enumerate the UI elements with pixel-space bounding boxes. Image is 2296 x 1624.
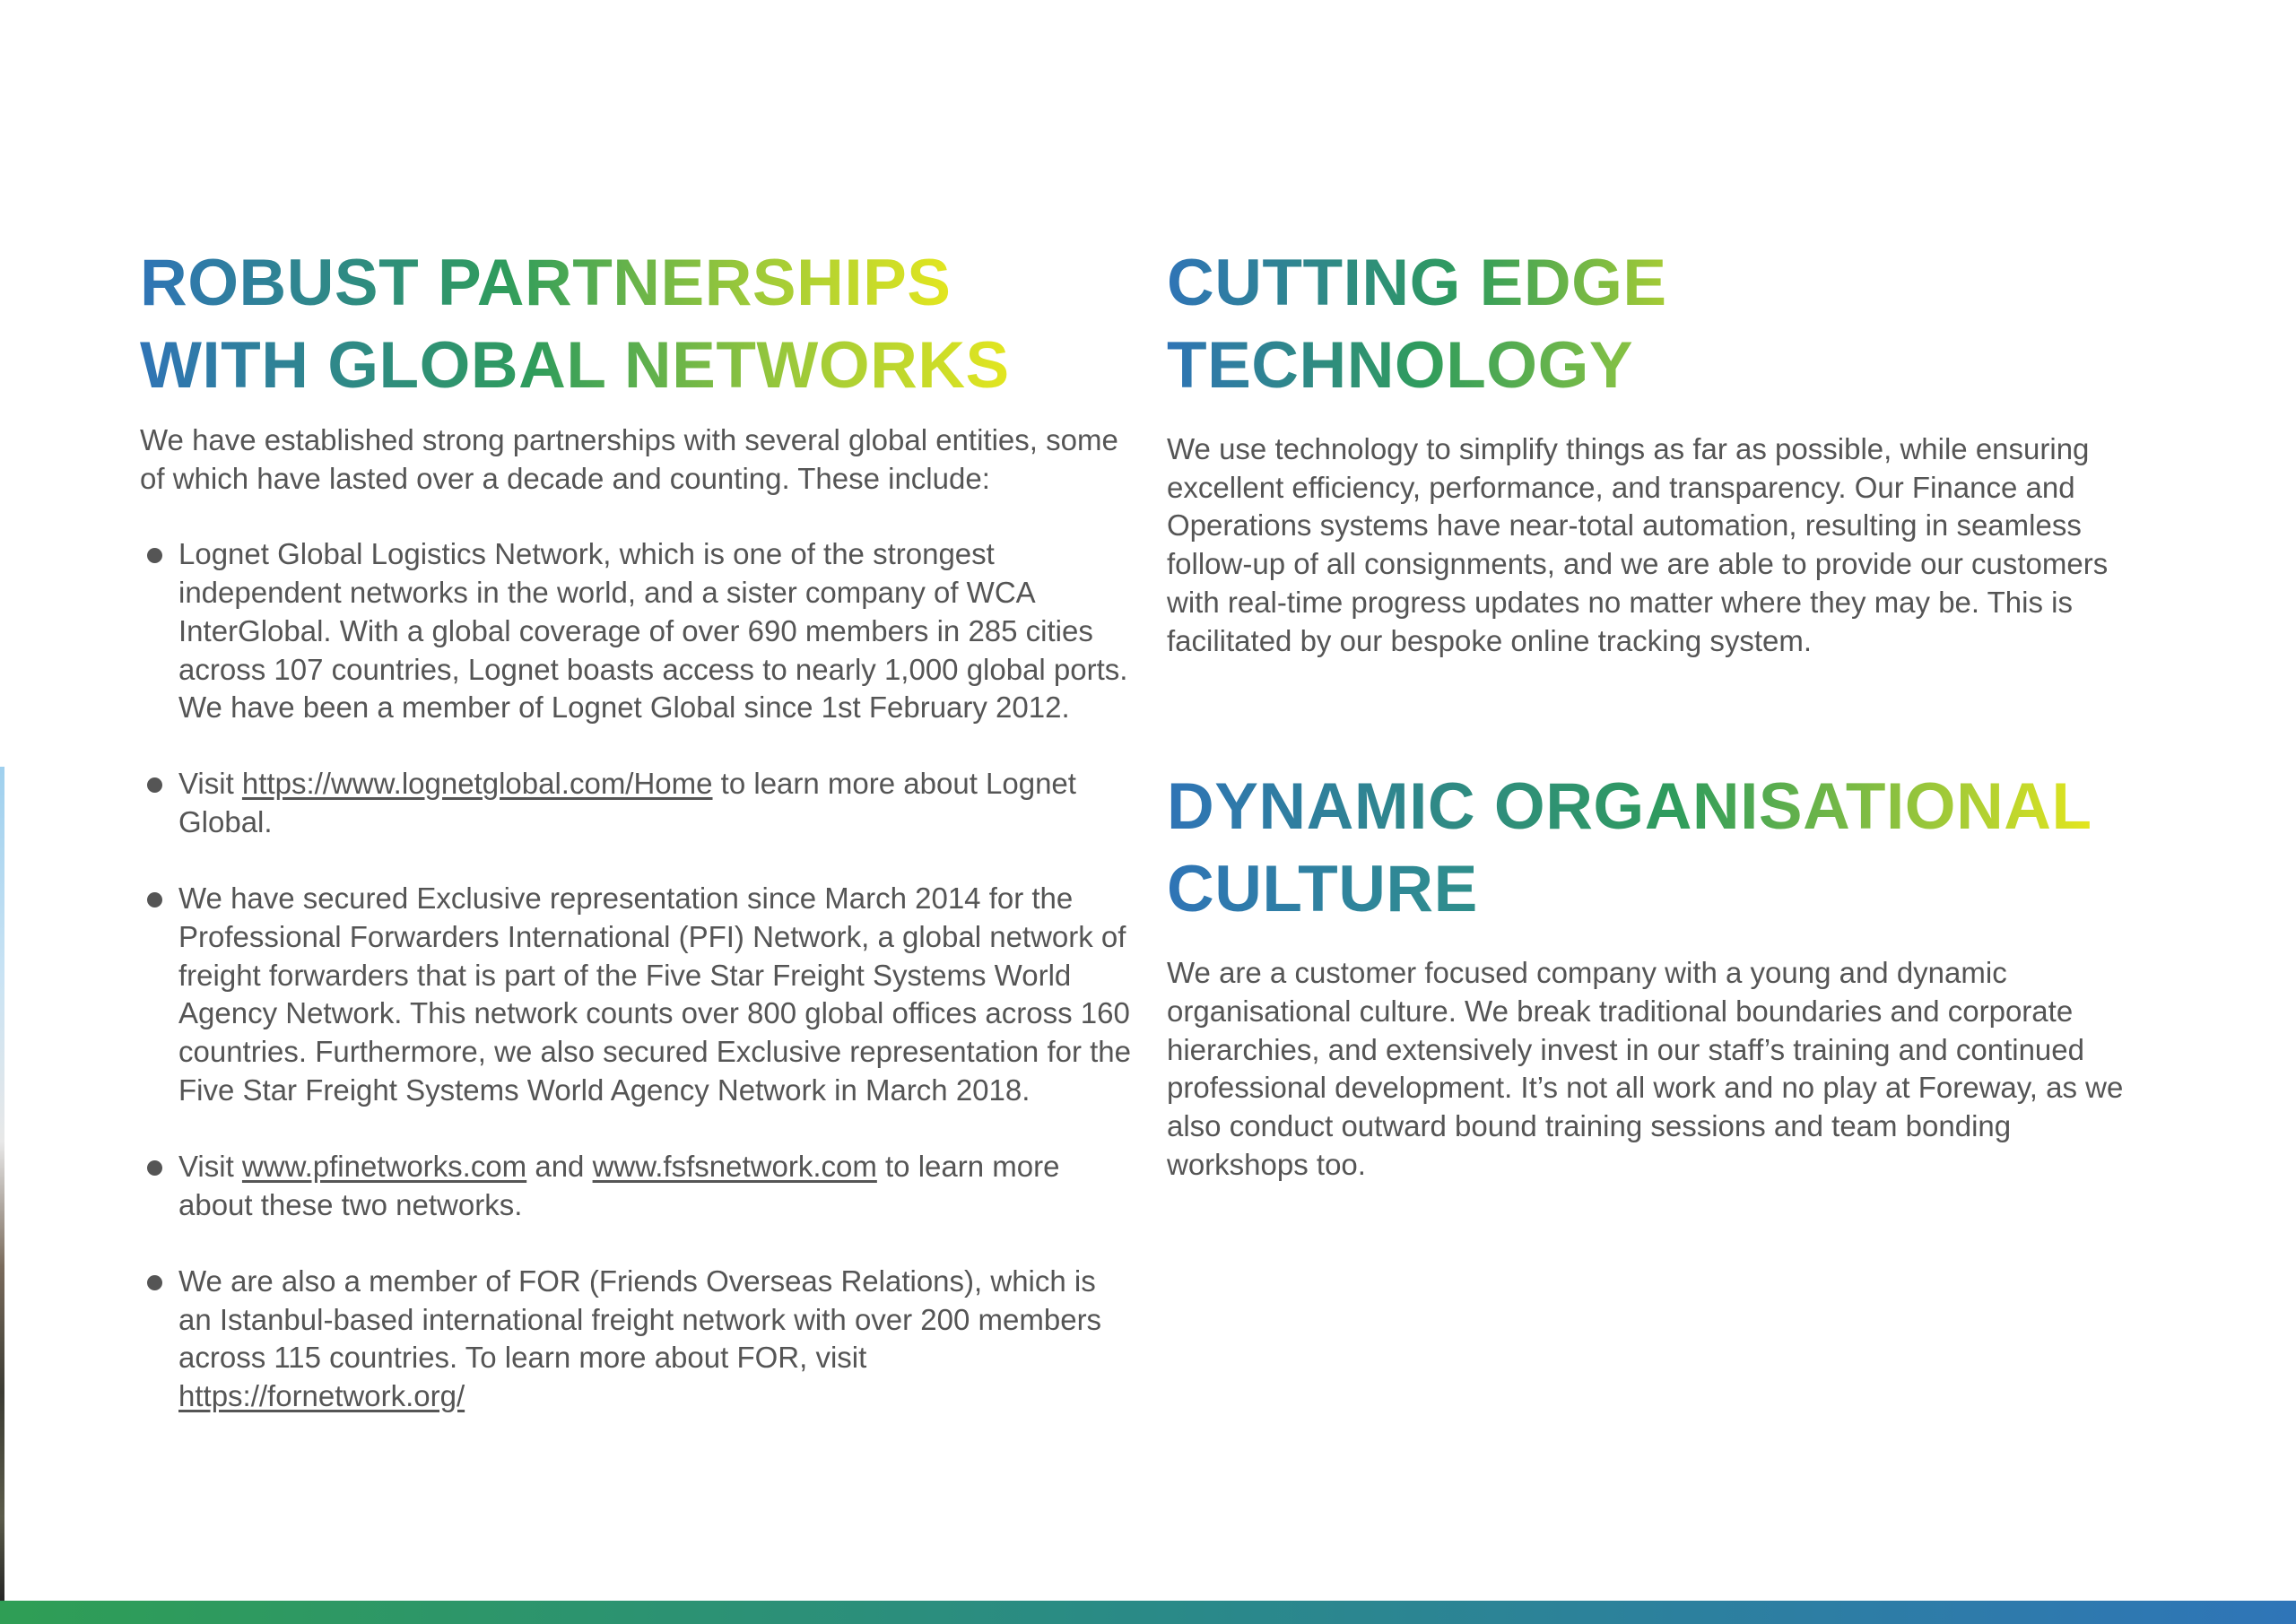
partnerships-heading-line2: WITH GLOBAL NETWORKS bbox=[140, 325, 1010, 407]
culture-body: We are a customer focused company with a young and dynamic organisational culture. We break traditional boundaries and corporate hierarchies, and extensively invest in our staff’s training and continued professional development. It’s not all work and no play at Foreway, as we also conduct outward bound training sessions and team bonding workshops too. bbox=[1167, 956, 2124, 1181]
fsfsnetwork-link[interactable]: www.fsfsnetwork.com bbox=[592, 1150, 877, 1184]
partnerships-heading-line1: ROBUST PARTNERSHIPS bbox=[140, 242, 952, 325]
partnerships-heading bbox=[140, 242, 1135, 407]
list-item-text: We are also a member of FOR (Friends Overseas Relations), which is an Istanbul-based international freight network with over 200 members across 115 countries. To learn more about FOR, visit bbox=[178, 1264, 1102, 1375]
right-column bbox=[1167, 242, 2153, 1184]
culture-heading bbox=[1167, 766, 2153, 931]
bullet-dot-icon bbox=[147, 1275, 162, 1290]
lognet-link[interactable]: https://www.lognetglobal.com/Home bbox=[241, 767, 713, 801]
bottom-gradient-bar bbox=[0, 1601, 2296, 1624]
list-item-text: We have secured Exclusive representation since March 2014 for the Professional Forwarders International (PFI) Network, a global network of freight forwarders that is part of the Five Star Freight Systems World Agency Network. This network counts over 800 global offices across 160 countries. Furthermore, we also secured Exclusive representation for the Five Star Freight Systems World Agency Network in March 2018. bbox=[178, 881, 1131, 1107]
list-item-lognet bbox=[140, 535, 1135, 727]
partnerships-intro: We have established strong partnerships with several global entities, some of which have lasted over a decade and counting. These include: bbox=[140, 423, 1118, 495]
technology-heading-line2: TECHNOLOGY bbox=[1167, 325, 1633, 407]
bullet-dot-icon bbox=[147, 777, 162, 793]
culture-section bbox=[1167, 766, 2153, 1184]
list-item-prefix: Visit bbox=[178, 767, 242, 801]
list-item-pfi-visit bbox=[140, 1148, 1135, 1224]
pfinetworks-link[interactable]: www.pfinetworks.com bbox=[241, 1150, 527, 1184]
list-item-pfi bbox=[140, 880, 1135, 1109]
partnerships-section bbox=[140, 242, 1135, 1454]
list-item-prefix: Visit bbox=[178, 1150, 242, 1184]
bullet-dot-icon bbox=[147, 548, 162, 563]
partnerships-list bbox=[140, 535, 1135, 1415]
technology-heading bbox=[1167, 242, 2153, 407]
culture-heading-line2: CULTURE bbox=[1167, 848, 1478, 931]
list-item-suffix: to learn more about Lognet Global. bbox=[178, 767, 1076, 839]
culture-heading-line1: DYNAMIC ORGANISATIONAL bbox=[1167, 766, 2092, 848]
list-item-for bbox=[140, 1263, 1135, 1416]
list-item-lognet-visit bbox=[140, 765, 1135, 841]
list-item-middle: and bbox=[526, 1150, 593, 1184]
list-item-text: Lognet Global Logistics Network, which is one of the strongest independent networks in the world, and a sister company of WCA InterGlobal. With a global coverage of over 690 members in 285 cities across 107 countries, Lognet boasts access to nearly 1,000 global ports. We have been a member of Lognet Global since 1st February 2012. bbox=[178, 537, 1128, 725]
technology-heading-line1: CUTTING EDGE bbox=[1167, 242, 1667, 325]
fornetwork-link[interactable]: https://fornetwork.org/ bbox=[178, 1379, 465, 1413]
left-edge-photo-strip bbox=[0, 767, 4, 1601]
bullet-dot-icon bbox=[147, 1160, 162, 1176]
technology-body: We use technology to simplify things as far as possible, while ensuring excellent efficiency, performance, and transparency. Our Finance and Operations systems have near-total automation, resulting in seamless follow-up of all consignments, and we are able to provide our customers with real-time progress updates no matter where they may be. This is facilitated by our bespoke online tracking system. bbox=[1167, 432, 2109, 657]
technology-section bbox=[1167, 242, 2153, 660]
list-item-suffix: to learn more about these two networks. bbox=[178, 1150, 1060, 1221]
bullet-dot-icon bbox=[147, 892, 162, 908]
